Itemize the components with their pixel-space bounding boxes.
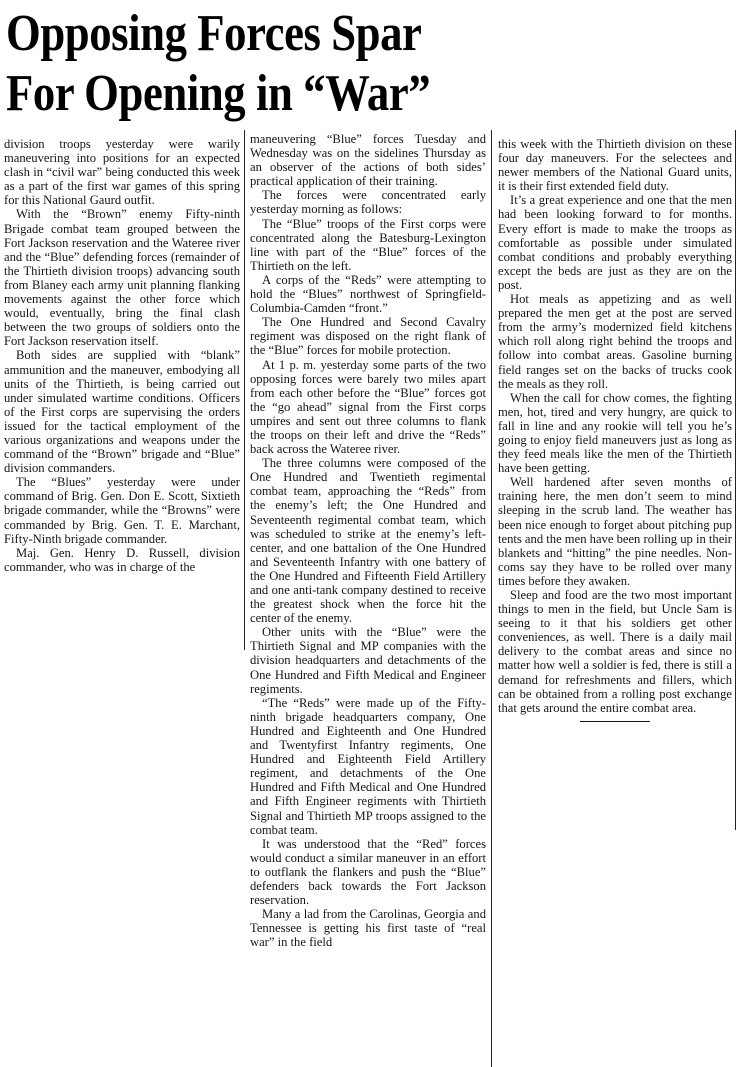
article-column-3 <box>498 137 732 722</box>
paragraph: maneuvering “Blue” forces Tuesday and Wednesday was on the sidelines Thursday as an observer of the actions of both sides’ practical application of their training. <box>250 132 486 189</box>
paragraph: “The “Reds” were made up of the Fifty-ninth brigade headquarters company, One Hundred and Eighteenth and One Hundred and Twentyfirst Infantry regiments, One Hundred and Eighteenth Field Artillery regiment, and detachments of the One Hundred and Fifth Medical and One Hundred and Fifth Engineer regiments with Thirtieth Signal and Thirtieth MP troops assigned to the combat team. <box>250 695 486 837</box>
headline-line-1: Opposing Forces Spar <box>6 5 422 62</box>
paragraph: When the call for chow comes, the fighting men, hot, tired and very hungry, are quick to fall in line and any rookie will tell you he’s going to enjoy field maneuvers just as long as they feed meals like the men of the Thirtieth have been getting. <box>498 390 732 476</box>
paragraph: Many a lad from the Carolinas, Georgia and Tennessee is getting his first taste of “real war” in the field <box>250 907 486 950</box>
column-divider-1 <box>244 130 245 650</box>
paragraph: The three columns were composed of the One Hundred and Twentieth regimental combat team, approaching the “Reds” from the enemy’s left; the One Hundred and Seventeenth regimental combat team, which was scheduled to strike at the enemy’s left-center, and one battalion of the One Hundred and Seventeenth Infantry with one battery of the One Hundred and Fifteenth Field Artillery and one anti-tank company destined to receive the greatest shock when the force hit the center of the enemy. <box>250 456 486 626</box>
headline-line-2: For Opening in “War” <box>6 65 431 122</box>
headline <box>6 4 431 124</box>
end-of-article-rule <box>580 721 650 722</box>
paragraph: Well hardened after seven months of training here, the men don’t seem to mind sleeping in the scrub land. The weather has been nice enough to forget about pitching pup tents and the men have been rolling up in their blankets and “hitting” the pine needles. Non-coms say they have to be rolled over many times before they awaken. <box>498 475 732 588</box>
paragraph: At 1 p. m. yesterday some parts of the two opposing forces were barely two miles apart from each other before the “Blue” forces got the “go ahead” signal from the First corps umpires and sent out three columns to flank the troops on their left and drive the “Reds” back across the Wateree river. <box>250 357 486 457</box>
paragraph: A corps of the “Reds” were attempting to hold the “Blues” northwest of Springfield-Columbia-Camden “front.” <box>250 272 486 316</box>
paragraph: Other units with the “Blue” were the Thirtieth Signal and MP companies with the division headquarters and detachments of the One Hundred and Fifth Medical and Engineer regiments. <box>250 625 486 696</box>
paragraph: Maj. Gen. Henry D. Russell, division commander, who was in charge of the <box>4 545 240 574</box>
paragraph: Both sides are supplied with “blank” ammunition and the maneuver, embodying all units of the Thirtieth, is being carried out under simulated wartime conditions. Officers of the First corps are supervising the orders issued for the tactical employment of the various organizations and weapons under the command of the “Brown” brigade and “Blue” division commanders. <box>4 348 240 476</box>
paragraph: The forces were concentrated early yesterday morning as follows: <box>250 188 486 217</box>
paragraph: It was understood that the “Red” forces would conduct a similar maneuver in an effort to outflank the flankers and push the “Blue” defenders back towards the Fort Jackson reservation. <box>250 836 486 908</box>
column-divider-2 <box>491 130 492 1067</box>
paragraph: The “Blue” troops of the First corps were concentrated along the Batesburg-Lexington line with part of the “Blue” forces of the Thirtieth on the left. <box>250 216 486 273</box>
paragraph: division troops yesterday were warily maneuvering into positions for an expected clash in “civil war” being conducted this week as a part of the first war games of this spring for this National Gaurd outfit. <box>4 137 240 208</box>
article-column-2 <box>250 132 486 949</box>
column-divider-3 <box>735 130 736 830</box>
paragraph: Sleep and food are the two most important things to men in the field, but Uncle Sam is seeing to it that his soldiers get other conveniences, as well. There is a daily mail delivery to the combat areas and since no matter how well a soldier is fed, there is still a demand for refreshments and fillers, which can be obtained from a rolling post exchange that gets around the entire combat area. <box>498 588 732 715</box>
paragraph: With the “Brown” enemy Fifty-ninth Brigade combat team grouped between the Fort Jackson reservation and the Wateree river and the “Blue” defending forces (remainder of the Thirtieth division troops) advancing south from Blaney each army unit planning flanking movements against the other force which would, eventually, bring the final clash between the two groups of soldiers onto the Fort Jackson reservation itself. <box>4 207 240 349</box>
paragraph: It’s a great experience and one that the men had been looking forward to for months. Every effort is made to make the troops as comfortable as possible under simulated combat conditions and probably everything except the beds are just as they are on the post. <box>498 193 732 292</box>
paragraph: The One Hundred and Second Cavalry regiment was disposed on the right flank of the “Blue” forces for mobile protection. <box>250 315 486 358</box>
paragraph: this week with the Thirtieth division on these four day maneuvers. For the selectees and newer members of the National Guard units, it is their first extended field duty. <box>498 137 732 194</box>
paragraph: Hot meals as appetizing and as well prepared the men get at the post are served from the army’s modernized field kitchens which roll along right behind the troops and follow into combat areas. Gasoline burning field ranges set on the backs of trucks cook the meals as they roll. <box>498 292 732 391</box>
article-column-1 <box>4 137 240 574</box>
paragraph: The “Blues” yesterday were under command of Brig. Gen. Don E. Scott, Sixtieth brigade commander, while the “Browns” were commanded by Brig. Gen. T. E. Marchant, Fifty-Ninth brigade commander. <box>4 475 240 546</box>
